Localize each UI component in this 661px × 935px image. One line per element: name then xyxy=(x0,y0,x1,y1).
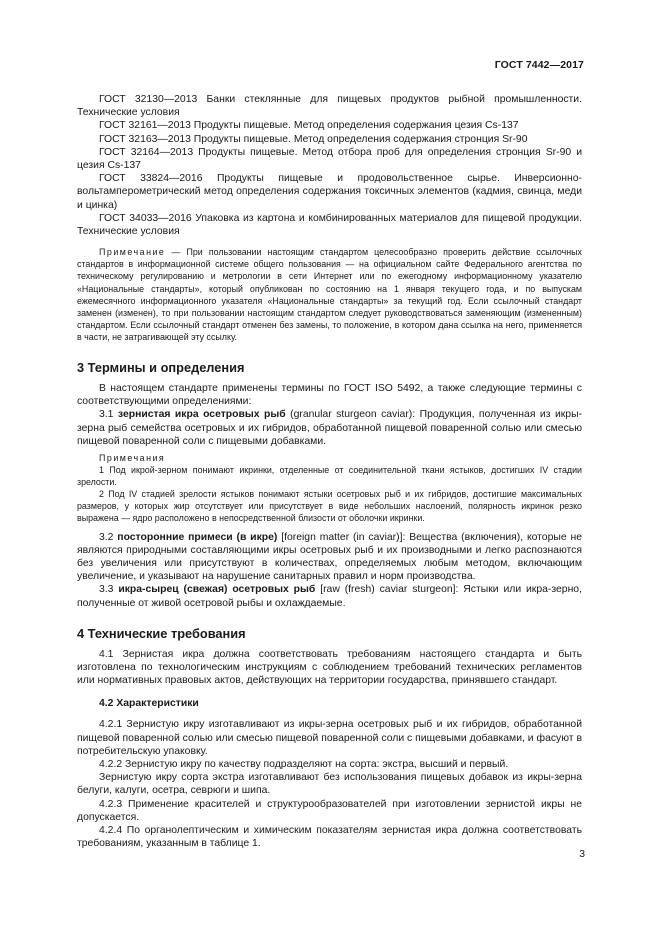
subsection-4-2-title: 4.2 Характеристики xyxy=(99,698,199,710)
reference-32130: ГОСТ 32130—2013 Банки стеклянные для пищевых продуктов рыбной промышленности. Технические условия xyxy=(77,94,582,119)
term-3-1-number: 3.1 xyxy=(99,409,118,421)
reference-32161: ГОСТ 32161—2013 Продукты пищевые. Метод определения содержания цезия Cs-137 xyxy=(99,120,519,132)
clause-4-1: 4.1 Зернистая икра должна соответствовать требованиям настоящего стандарта и быть изготовлена по технологическим инструкциям с соблюдением требований технических регламентов или нормативных правовых актов, действующих на территории государства, принявшего стандарт. xyxy=(77,648,582,687)
clause-4-2-3: 4.2.3 Применение красителей и структурообразователей при изготовлении зернистой икры не допускается. xyxy=(77,798,582,823)
reference-note xyxy=(77,246,582,343)
clause-4-2-2: 4.2.2 Зернистую икру по качеству подразделяют на сорта: экстра, высший и первый. xyxy=(99,759,509,770)
section-3-title: 3 Термины и определения xyxy=(77,359,245,375)
reference-33824: ГОСТ 33824—2016 Продукты пищевые и продовольственное сырье. Инверсионно-вольтамперометрический метод определения содержания токсичных элементов (кадмия, свинца, меди и цинка) xyxy=(77,173,582,211)
notes-label: Примечания xyxy=(99,453,166,463)
doc-header-id: ГОСТ 7442—2017 xyxy=(494,59,584,71)
term-3-2 xyxy=(77,531,582,584)
term-3-3 xyxy=(77,583,582,609)
section-3-intro: В настоящем стандарте применены термины по ГОСТ ISO 5492, а также следующие термины с соответствующими определениями: xyxy=(77,382,582,408)
reference-32164: ГОСТ 32164—2013 Продукты пищевые. Метод отбора проб для определения стронция Sr-90 и цезия Cs-137 xyxy=(77,146,582,172)
note-text: — При пользовании настоящим стандартом целесообразно проверить действие ссылочных стандартов в информационной системе общего пользования — на официальном сайте Федерального агентства по техническому регулированию и метрологии в сети Интернет или по ежегодному информационному указателю «Национальные стандарты», который опубликован по состоянию на 1 января текущего года, и по выпускам ежемесячного информационного указателя «Национальные стандарты» за текущий год. Если ссылочный стандарт заменен (изменен), то при пользовании настоящим стандартом следует руководствоваться заменяющим (измененным) стандартом. Если ссылочный стандарт отменен без замены, то положение, в котором дана ссылка на него, применяется в части, не затрагивающей эту ссылку. xyxy=(77,247,582,342)
note-label: Примечание xyxy=(99,247,166,258)
term-3-1-term: зернистая икра осетровых рыб xyxy=(117,409,286,421)
reference-32163: ГОСТ 32163—2013 Продукты пищевые. Метод определения содержания стронция Sr-90 xyxy=(99,133,528,145)
term-3-1 xyxy=(77,408,582,448)
term-3-3-term: икра-сырец (свежая) осетровых рыб xyxy=(118,584,316,596)
term-3-3-number: 3.3 xyxy=(99,584,119,596)
term-3-3-definition: [raw (fresh) caviar sturgeon]: Ястыки или икра-зерно, полученные от живой осетровой рыбы и охлаждаемые. xyxy=(77,584,582,609)
term-3-1-definition: (granular sturgeon caviar): Продукция, полученная из икры-зерна рыб семейства осетровых и их гибридов, обработанной пищевой поваренной солью или смесью пищевой поваренной соли с пищевыми добавками. xyxy=(77,409,582,447)
page-content xyxy=(77,93,582,850)
term-3-2-definition: [foreign matter (in caviar)]: Вещества (включения), которые не являются природными составляющими икры осетровых рыб и их производными и легко распознаются без увеличения или присутствуют в количествах, определяемых любым методом, включающим увеличение, и указывают на нарушение санитарных правил и норм производства. xyxy=(77,531,582,583)
reference-34033: ГОСТ 34033—2016 Упаковка из картона и комбинированных материалов для пищевой продукции. Технические условия xyxy=(77,212,582,238)
clause-4-2-2-extra: Зернистую икру сорта экстра изготавливают без использования пищевых добавок из икры-зерна белуги, калуги, осетра, севрюги и шипа. xyxy=(77,772,582,797)
term-note-2: 2 Под IV стадией зрелости ястыков понимают ястыки осетровых рыб и их гибридов, достигшие максимальных размеров, у которых жир отсутствует или присутствует в виде небольших наслоений, полярность икринок резко выражена — ядро расположено в непосредственной близости от оболочки икринки. xyxy=(77,489,582,524)
term-3-2-term: посторонние примеси (в икре) xyxy=(117,531,278,543)
clause-4-2-1: 4.2.1 Зернистую икру изготавливают из икры-зерна осетровых рыб и их гибридов, обработанной пищевой поваренной солью или смесью пищевой поваренной соли с пищевыми добавками, и фасуют в потребительскую упаковку. xyxy=(77,719,582,757)
clause-4-2-4: 4.2.4 По органолептическим и химическим показателям зернистая икра должна соответствовать требованиям, указанным в таблице 1. xyxy=(77,825,582,850)
term-3-2-number: 3.2 xyxy=(99,531,118,543)
section-4-title: 4 Технические требования xyxy=(77,625,246,641)
page-number: 3 xyxy=(579,849,585,860)
term-note-1: 1 Под икрой-зерном понимают икринки, отделенные от соединительной ткани ястыков, достигших IV стадии зрелости. xyxy=(77,465,582,488)
